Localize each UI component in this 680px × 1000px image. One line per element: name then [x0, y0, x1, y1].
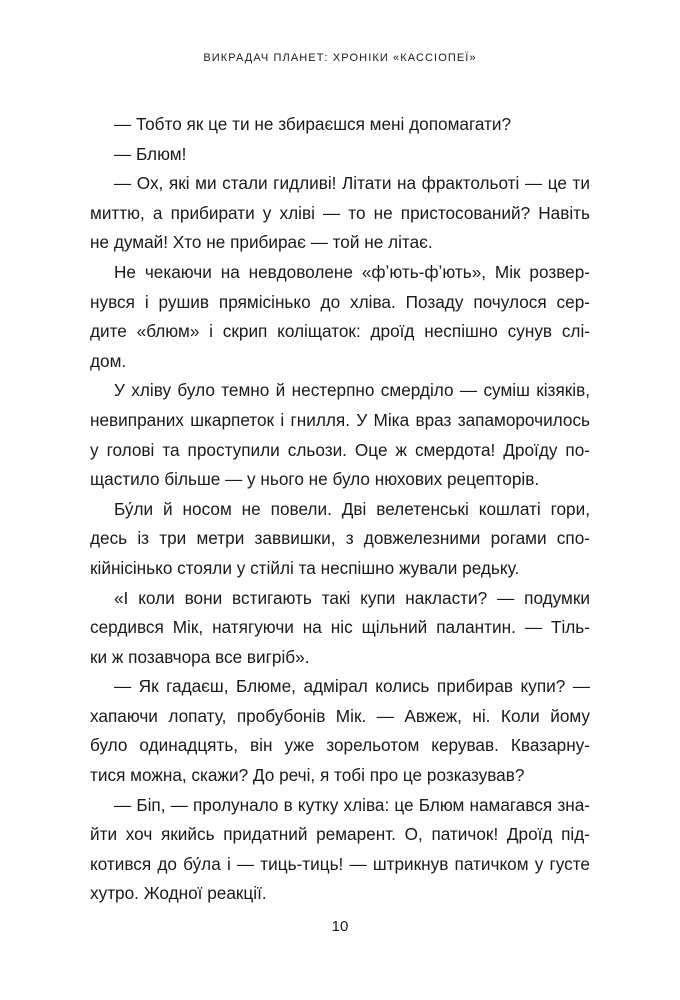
running-title: ВИКРАДАЧ ПЛАНЕТ: ХРОНІКИ «КАССІОПЕЇ» — [203, 52, 477, 64]
text-line: сердився Мік, натягуючи на ніс щільний палантин. — Тіль- — [90, 617, 590, 638]
body-text — [90, 110, 590, 909]
text-line: котився до бу́ла і — тиць-тиць! — штрикнув патичком у густе — [90, 853, 590, 874]
text-line: дом. — [90, 350, 127, 371]
text-line: — Як гадаєш, Блюме, адмірал колись прибирав купи? — — [114, 676, 590, 697]
text-line: «І коли вони встигають такі купи накласти? — подумки — [114, 587, 590, 608]
text-line: У хліву було темно й нестерпно смерділо — суміш кізяків, — [114, 380, 590, 401]
text-line: ки ж позавчора все вигріб». — [90, 646, 310, 667]
text-line: хутро. Жодної реакції. — [90, 883, 267, 904]
text-line: — Тобто як це ти не збираєшся мені допомагати? — [114, 114, 512, 134]
text-line: — Ох, які ми стали гидливі! Літати на фрактольоті — це ти — [114, 173, 590, 194]
text-line: тися можна, скажи? До речі, я тобі про це розказував? — [90, 765, 525, 786]
text-line: не думай! Хто не прибирає — той не літає. — [90, 232, 433, 253]
text-line: дите «блюм» і скрип коліщаток: дроїд неспішно сунув слі- — [90, 321, 590, 342]
text-line: Бу́ли й носом не повели. Дві велетенські кошлаті гори, — [114, 498, 590, 519]
page-number: 10 — [331, 918, 349, 935]
text-line: невипраних шкарпеток і гнилля. У Міка враз запаморочилось — [90, 409, 590, 430]
text-line: щастило більше — у нього не було нюхових рецепторів. — [90, 469, 540, 490]
text-line: хапаючи лопату, пробубонів Мік. — Авжеж, ні. Коли йому — [90, 705, 590, 726]
text-line: — Біп, — пролунало в кутку хліва: це Блюм намагався зна- — [114, 794, 590, 815]
text-line: йти хоч якийсь придатний ремарент. О, патичок! Дроїд під- — [90, 824, 590, 845]
text-line: нувся і рушив прямісінько до хліва. Позаду почулося сер- — [90, 291, 590, 312]
text-line: миттю, а прибирати у хліві — то не пристосований? Навіть — [90, 202, 590, 223]
text-line: Не чекаючи на невдоволене «фʼють-фʼють», Мік розвер- — [114, 261, 590, 282]
text-line: кійнісінько стояли у стійлі та неспішно жували редьку. — [90, 557, 520, 578]
text-line: у голові та проступили сльози. Оце ж смердота! Дроїду по- — [90, 439, 590, 460]
text-line: десь із три метри заввишки, з довжелезними рогами спо- — [90, 528, 590, 549]
text-line: було одинадцять, він уже зорельотом керував. Квазарну- — [90, 735, 590, 756]
text-line: — Блюм! — [114, 143, 187, 164]
